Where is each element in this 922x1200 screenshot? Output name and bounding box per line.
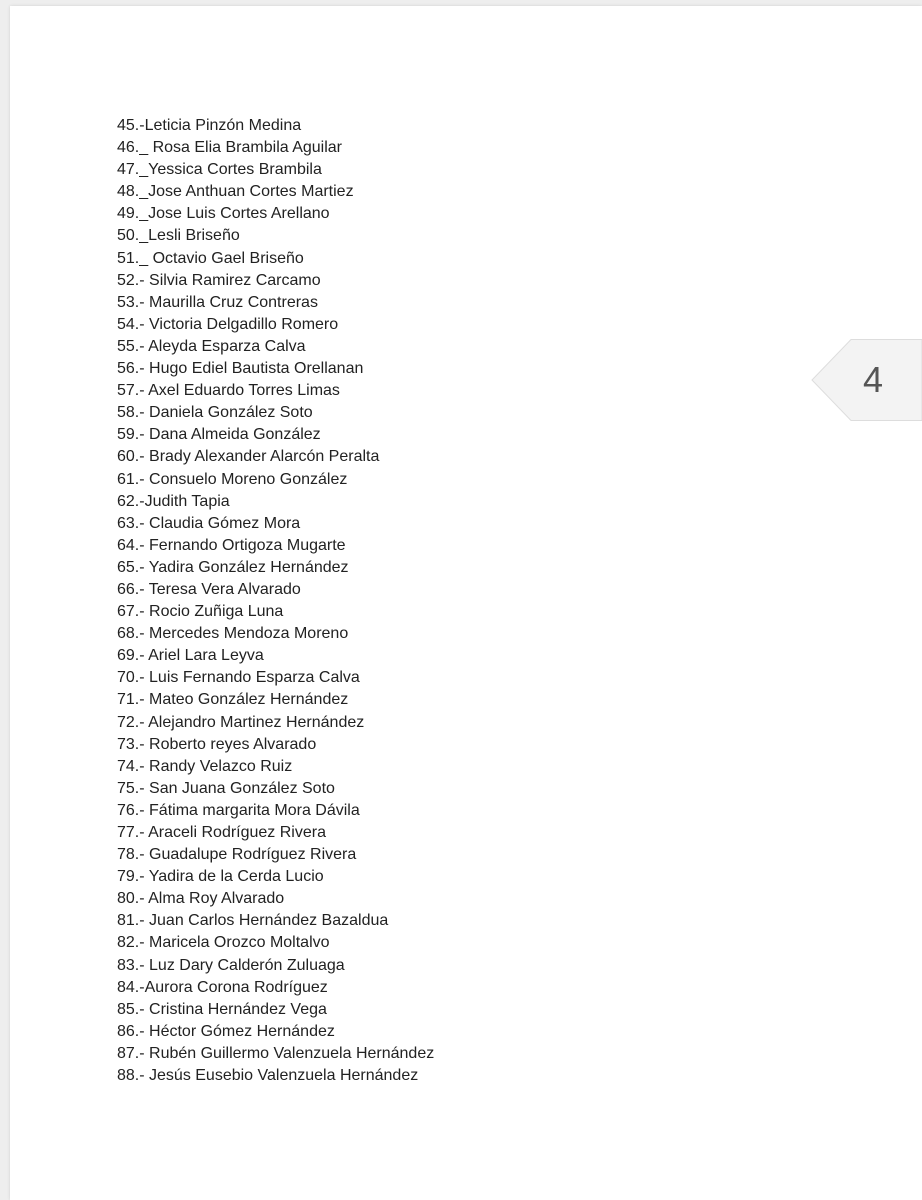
list-item: 71.- Mateo González Hernández bbox=[117, 691, 349, 709]
list-item: 72.- Alejandro Martinez Hernández bbox=[117, 713, 365, 731]
list-item: 87.- Rubén Guillermo Valenzuela Hernández bbox=[117, 1044, 435, 1062]
list-item: 86.- Héctor Gómez Hernández bbox=[117, 1022, 335, 1040]
list-item: 77.- Araceli Rodríguez Rivera bbox=[117, 824, 326, 841]
list-item: 85.- Cristina Hernández Vega bbox=[117, 1000, 327, 1018]
list-item: 73.- Roberto reyes Alvarado bbox=[117, 735, 317, 753]
list-item: 60.- Brady Alexander Alarcón Peralta bbox=[117, 448, 380, 466]
list-item: 82.- Maricela Orozco Moltalvo bbox=[117, 934, 330, 952]
list-item: 52.- Silvia Ramirez Carcamo bbox=[117, 271, 321, 289]
page-number: 4 bbox=[862, 359, 884, 400]
list-item: 81.- Juan Carlos Hernández Bazaldua bbox=[117, 912, 389, 930]
list-item: 69.- Ariel Lara Leyva bbox=[117, 647, 264, 665]
list-item: 64.- Fernando Ortigoza Mugarte bbox=[117, 536, 346, 554]
list-item: 74.- Randy Velazco Ruiz bbox=[117, 757, 293, 775]
list-item: 78.- Guadalupe Rodríguez Rivera bbox=[117, 846, 357, 864]
list-item: 54.- Victoria Delgadillo Romero bbox=[117, 315, 339, 333]
list-item: 55.- Aleyda Esparza Calva bbox=[117, 337, 306, 355]
document-page bbox=[10, 6, 922, 1200]
list-item: 67.- Rocio Zuñiga Luna bbox=[117, 603, 284, 621]
list-item: 66.- Teresa Vera Alvarado bbox=[117, 580, 301, 598]
list-item: 75.- San Juana González Soto bbox=[117, 779, 335, 797]
list-item: 53.- Maurilla Cruz Contreras bbox=[117, 293, 318, 311]
name-list bbox=[117, 115, 434, 1087]
list-item: 79.- Yadira de la Cerda Lucio bbox=[117, 868, 324, 886]
list-item: 65.- Yadira González Hernández bbox=[117, 558, 349, 576]
list-item: 46._ Rosa Elia Brambila Aguilar bbox=[117, 139, 343, 157]
list-item: 48._Jose Anthuan Cortes Martiez bbox=[117, 183, 354, 201]
list-item: 51._ Octavio Gael Briseño bbox=[117, 249, 304, 267]
list-item: 58.- Daniela González Soto bbox=[117, 404, 313, 422]
list-item: 62.-Judith Tapia bbox=[117, 492, 230, 510]
list-item: 63.- Claudia Gómez Mora bbox=[117, 514, 301, 532]
list-item: 59.- Dana Almeida González bbox=[117, 426, 321, 444]
list-item: 56.- Hugo Ediel Bautista Orellanan bbox=[117, 360, 364, 378]
list-item: 47._Yessica Cortes Brambila bbox=[117, 161, 322, 179]
list-item: 88.- Jesús Eusebio Valenzuela Hernández bbox=[117, 1067, 419, 1085]
list-item: 61.- Consuelo Moreno González bbox=[117, 470, 348, 488]
list-item: 84.-Aurora Corona Rodríguez bbox=[117, 978, 328, 996]
list-item: 76.- Fátima margarita Mora Dávila bbox=[117, 801, 360, 819]
list-item: 50._Lesli Briseño bbox=[117, 227, 240, 245]
list-item: 80.- Alma Roy Alvarado bbox=[117, 890, 285, 908]
list-item: 70.- Luis Fernando Esparza Calva bbox=[117, 669, 360, 687]
page-number-tab bbox=[811, 339, 922, 421]
list-item: 57.- Axel Eduardo Torres Limas bbox=[117, 382, 340, 400]
list-item: 68.- Mercedes Mendoza Moreno bbox=[117, 625, 349, 643]
list-item: 83.- Luz Dary Calderón Zuluaga bbox=[117, 956, 345, 974]
list-item: 45.-Leticia Pinzón Medina bbox=[117, 117, 302, 134]
list-item: 49._Jose Luis Cortes Arellano bbox=[117, 205, 330, 223]
